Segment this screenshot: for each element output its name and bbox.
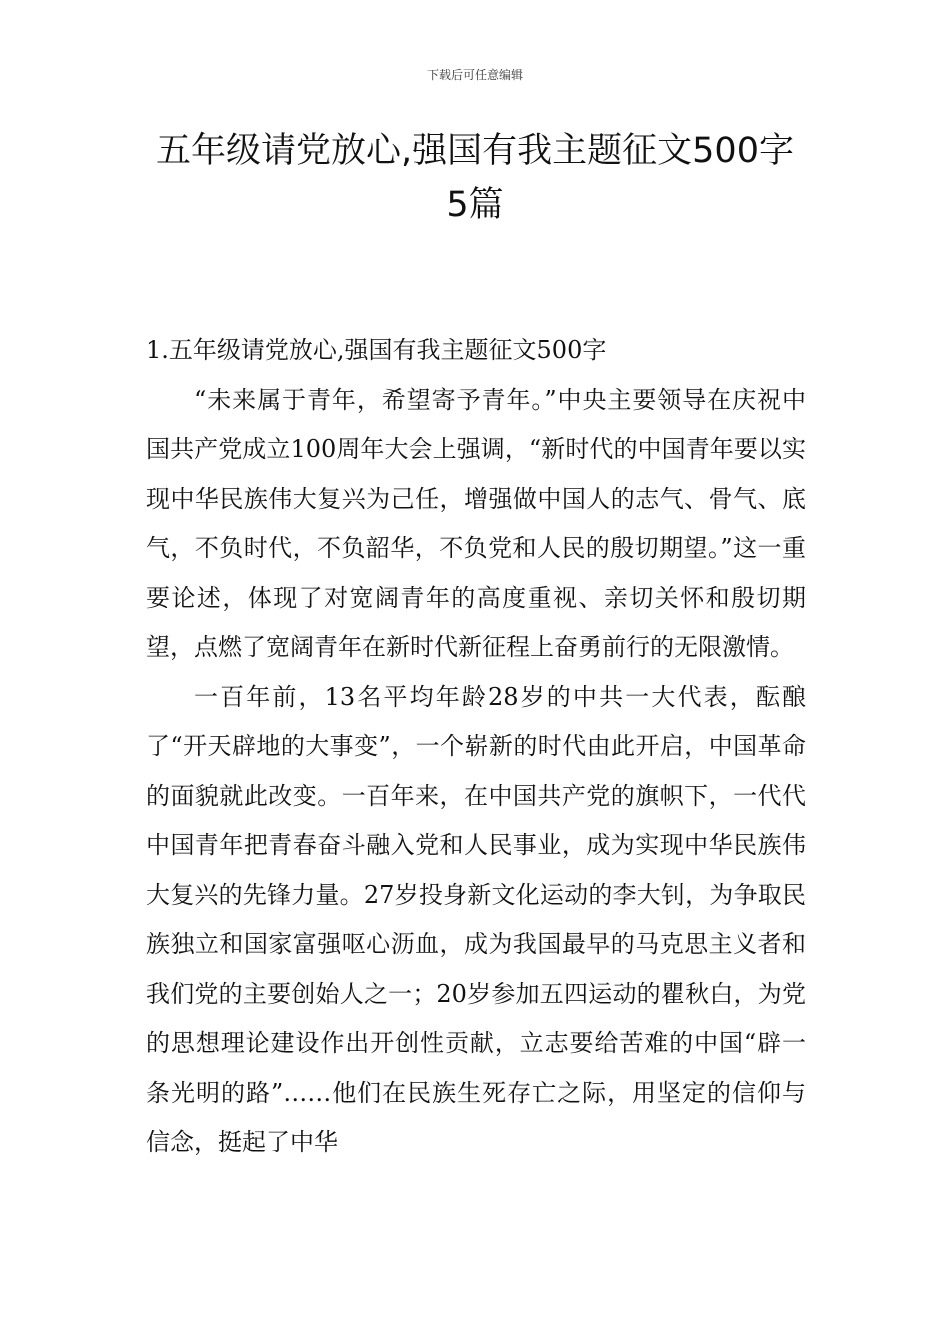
title-line-2: 5篇	[446, 185, 504, 225]
paragraph-1: “未来属于青年，希望寄予青年。”中央主要领导在庆祝中国共产党成立100周年大会上强调，“新时代的中国青年要以实现中华民族伟大复兴为己任，增强做中国人的志气、骨气、底气，不负时代，不负韶华，不负党和人民的殷切期望。”这一重要论述，体现了对宽阔青年的高度重视、亲切关怀和殷切期望，点燃了宽阔青年在新时代新征程上奋勇前行的无限激情。	[146, 385, 806, 661]
header-note: 下载后可任意编辑	[426, 68, 523, 82]
section-heading: 1.五年级请党放心,强国有我主题征文500字	[146, 336, 607, 364]
document-body	[146, 326, 806, 1168]
document-title	[140, 124, 810, 232]
title-line-1: 五年级请党放心,强国有我主题征文500字	[156, 131, 794, 171]
paragraph-2: 一百年前，13名平均年龄28岁的中共一大代表，酝酿了“开天辟地的大事变”，一个崭新的时代由此开启，中国革命的面貌就此改变。一百年来，在中国共产党的旗帜下，一代代中国青年把青春奋斗融入党和人民事业，成为实现中华民族伟大复兴的先锋力量。27岁投身新文化运动的李大钊，为争取民族独立和国家富强呕心沥血，成为我国最早的马克思主义者和我们党的主要创始人之一；20岁参加五四运动的瞿秋白，为党的思想理论建设作出开创性贡献，立志要给苦难的中国“辟一条光明的路”……他们在民族生死存亡之际，用坚定的信仰与信念，挺起了中华	[146, 682, 806, 1156]
